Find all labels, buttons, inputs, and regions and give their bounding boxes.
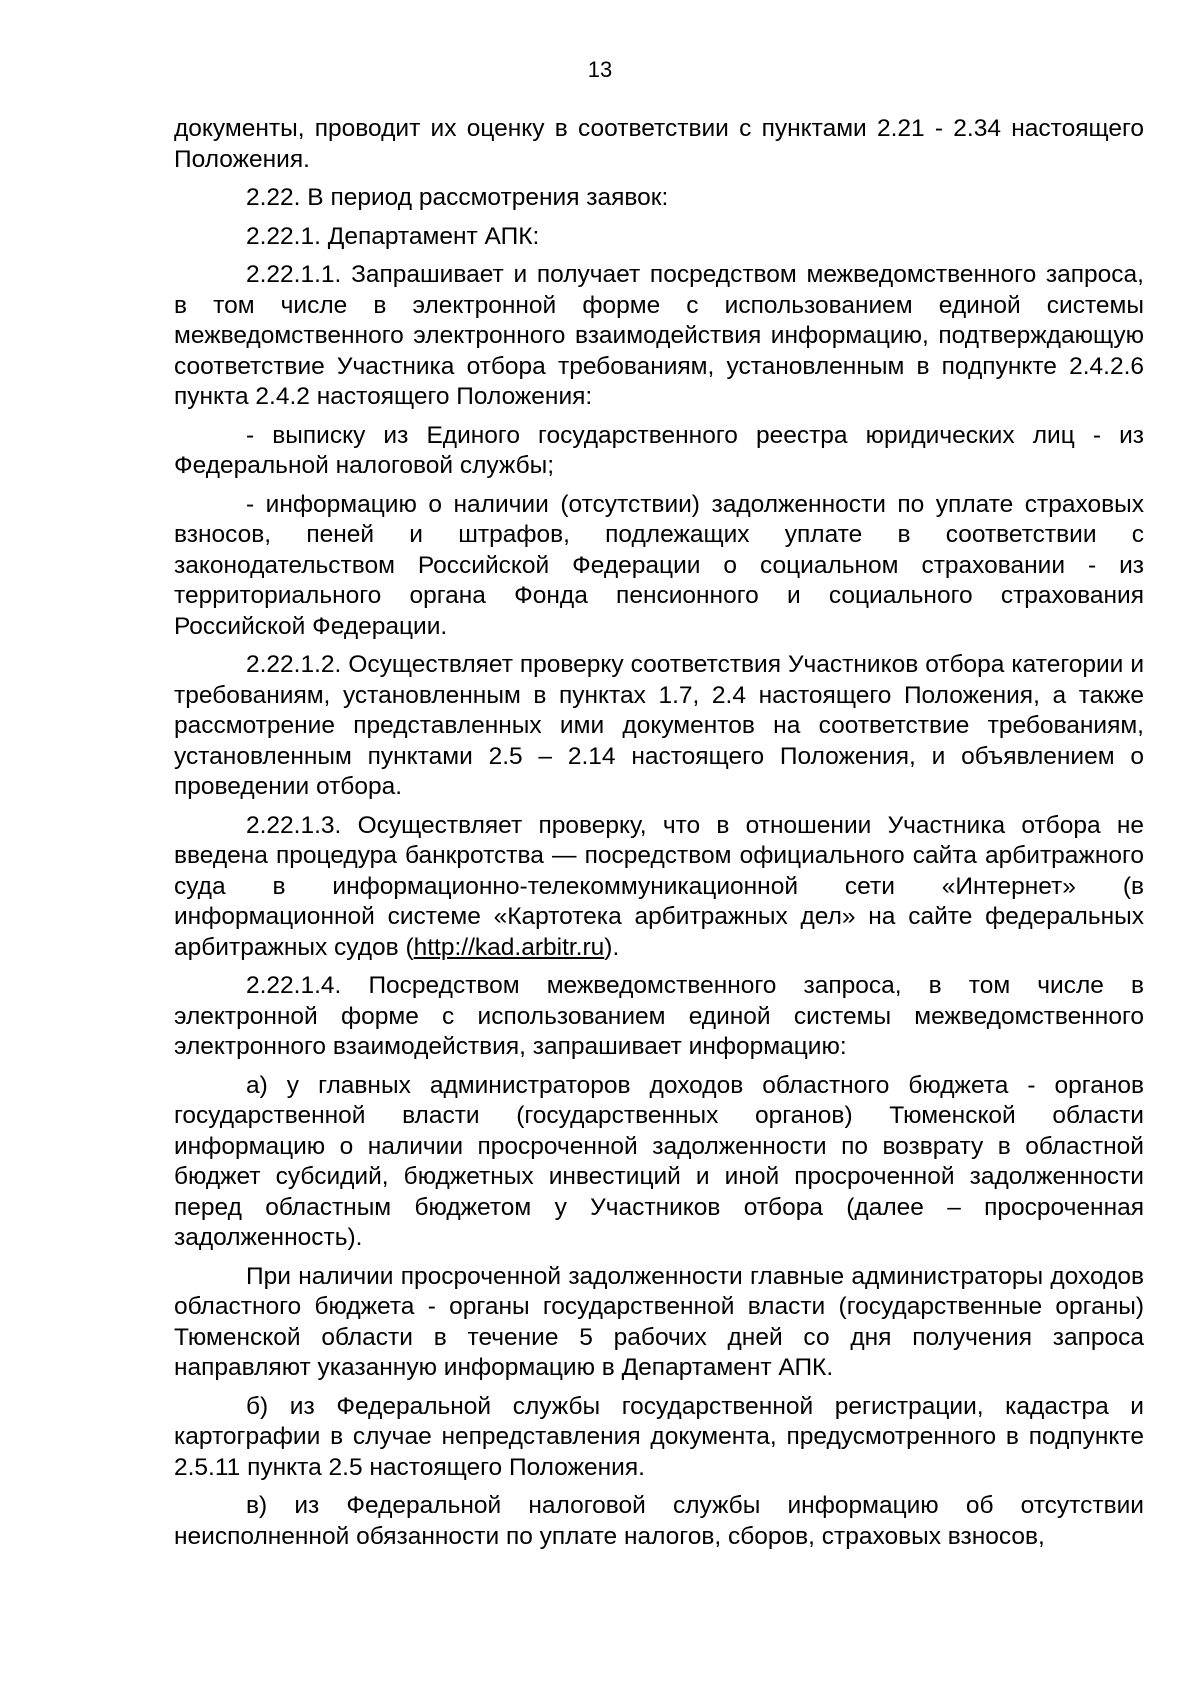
paragraph-2-22-1-3 xyxy=(174,811,1144,964)
kad-arbitr-link[interactable]: http://kad.arbitr.ru xyxy=(413,933,605,961)
paragraph-2-22-1-1: 2.22.1.1. Запрашивает и получает посредством межведомственного запроса, в том числе в электронной форме с использованием единой системы межведомственного электронного взаимодействия информацию, подтверждающую соответствие Участника отбора требованиям, установленным в подпункте 2.4.2.6 пункта 2.4.2 настоящего Положения: xyxy=(174,261,1144,410)
document-body xyxy=(174,114,1144,1560)
paragraph-overdue-debt: При наличии просроченной задолженности главные администраторы доходов областного бюджета - органы государственной власти (государственные органы) Тюменской области в течение 5 рабочих дней со дня получения запроса направляют указанную информацию в Департамент АПК. xyxy=(174,1262,1144,1381)
paragraph-continuation: документы, проводит их оценку в соответствии с пунктами 2.21 - 2.34 настоящего Положения. xyxy=(174,115,1144,173)
paragraph-2-22-1-2: 2.22.1.2. Осуществляет проверку соответствия Участников отбора категории и требованиям, установленным в пунктах 1.7, 2.4 настоящего Положения, а также рассмотрение представленных ими документов на соответствие требованиям, установленным пунктами 2.5 – 2.14 настоящего Положения, и объявлением о проведении отбора. xyxy=(174,651,1144,800)
paragraph-item-v: в) из Федеральной налоговой службы информацию об отсутствии неисполненной обязанности по уплате налогов, сборов, страховых взносов, xyxy=(174,1492,1144,1550)
paragraph-2-22-1-4: 2.22.1.4. Посредством межведомственного запроса, в том числе в электронной форме с использованием единой системы межведомственного электронного взаимодействия, запрашивает информацию: xyxy=(174,972,1144,1060)
paragraph-2-22: 2.22. В период рассмотрения заявок: xyxy=(246,184,669,211)
paragraph-2-22-1-3-text: 2.22.1.3. Осуществляет проверку, что в отношении Участника отбора не введена процедура банкротства — посредством официального сайта арбитражного суда в информационно-телекоммуникационной сети «Интернет» (в информационной системе «Картотека арбитражных дел» на сайте федеральных арбитражных судов ( xyxy=(174,811,1144,961)
paragraph-bullet-egrul: - выписку из Единого государственного реестра юридических лиц - из Федеральной налоговой службы; xyxy=(174,421,1144,479)
paragraph-item-b: б) из Федеральной службы государственной регистрации, кадастра и картографии в случае непредставления документа, предусмотренного в подпункте 2.5.11 пункта 2.5 настоящего Положения. xyxy=(174,1392,1144,1481)
paragraph-2-22-1-3-end: ). xyxy=(604,933,620,961)
paragraph-item-a: а) у главных администраторов доходов областного бюджета - органов государственной власти (государственных органов) Тюменской области информацию о наличии просроченной задолженности по возврату в областной бюджет субсидий, бюджетных инвестиций и иной просроченной задолженности перед областным бюджетом у Участников отбора (далее – просроченная задолженность). xyxy=(174,1071,1144,1251)
page-number: 13 xyxy=(587,57,613,82)
paragraph-2-22-1: 2.22.1. Департамент АПК: xyxy=(246,222,540,250)
paragraph-bullet-insurance: - информацию о наличии (отсутствии) задолженности по уплате страховых взносов, пеней и штрафов, подлежащих уплате в соответствии с законодательством Российской Федерации о социальном страховании - из территориального органа Фонда пенсионного и социального страхования Российской Федерации. xyxy=(174,490,1144,640)
